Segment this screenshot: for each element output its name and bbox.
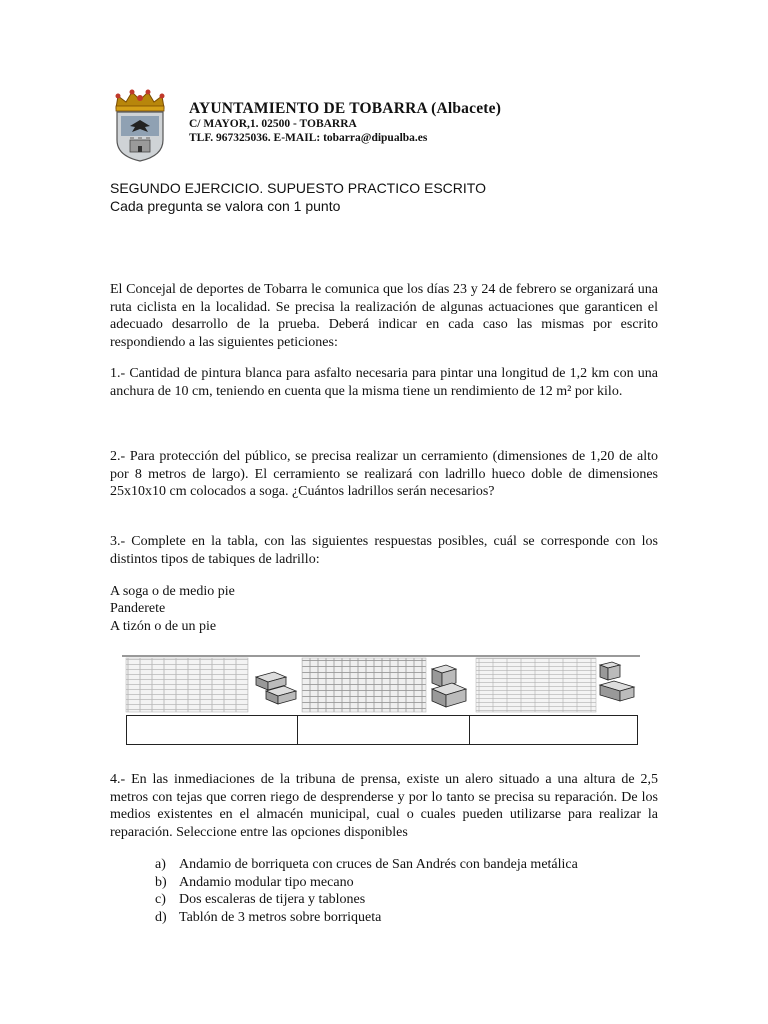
q3-option-2: Panderete: [110, 601, 166, 616]
q4-option-c: c) Dos escaleras de tijera y tablones: [155, 892, 366, 907]
answer-cell-3[interactable]: [470, 716, 637, 744]
organization-name: AYUNTAMIENTO DE TOBARRA (Albacete): [189, 100, 502, 117]
brick-wall-type-2-image: [298, 655, 472, 714]
answer-cell-1[interactable]: [127, 716, 298, 744]
q4-options-list: [155, 856, 578, 926]
q3-option-3: A tizón o de un pie: [110, 619, 217, 634]
brick-wall-type-3-image: [472, 655, 640, 714]
municipal-coat-of-arms-icon: [108, 86, 172, 162]
exercise-title: SEGUNDO EJERCICIO. SUPUESTO PRACTICO ESCRITO: [110, 180, 486, 196]
organization-address: C/ MAYOR,1. 02500 - TOBARRA: [189, 118, 357, 130]
wall-answers-row: [126, 715, 638, 745]
question-3: 3.- Complete en la tabla, con las siguientes respuestas posibles, cuál se corresponde con los distintos tipos de tabiques de ladrillo:: [110, 534, 658, 567]
q4-option-d: d) Tablón de 3 metros sobre borriqueta: [155, 909, 382, 925]
question-1: 1.- Cantidad de pintura blanca para asfalto necesaria para pintar una longitud de 1,2 km con una anchura de 10 cm, teniendo en cuenta que la misma tiene un rendimiento de 12 m² por kilo.: [110, 366, 658, 399]
intro-paragraph: El Concejal de deportes de Tobarra le comunica que los días 23 y 24 de febrero se organizará una ruta ciclista en la localidad. Se precisa la realización de algunas actuaciones que garanticen el adecuado desarrollo de la prueba. Deberá indicar en cada caso las mismas por escrito respondiendo a las siguientes peticiones:: [110, 282, 658, 350]
organization-contact: TLF. 967325036. E-MAIL: tobarra@dipualba.es: [189, 132, 428, 144]
exercise-subtitle: Cada pregunta se valora con 1 punto: [110, 198, 341, 214]
answer-cell-2[interactable]: [298, 716, 470, 744]
question-2: 2.- Para protección del público, se precisa realizar un cerramiento (dimensiones de 1,20 de alto por 8 metros de largo). El cerramiento se realizará con ladrillo hueco doble de dimensiones 25x10x10 cm colocados a soga. ¿Cuántos ladrillos serán necesarios?: [110, 449, 658, 499]
wall-types-table: [122, 655, 640, 747]
q4-option-b: b) Andamio modular tipo mecano: [155, 874, 354, 890]
q4-option-a: a) Andamio de borriqueta con cruces de San Andrés con bandeja metálica: [155, 857, 578, 872]
q3-option-1: A soga o de medio pie: [110, 584, 235, 599]
question-4: 4.- En las inmediaciones de la tribuna de prensa, existe un alero situado a una altura de 2,5 metros con tejas que corren riego de desprenderse y por lo tanto se precisa su reparación. De los medios existentes en el almacén municipal, cual o cuales pueden utilizarse para realizar la reparación. Seleccione entre las opciones disponibles: [110, 772, 658, 840]
brick-wall-type-1-image: [122, 655, 298, 714]
wall-images-row: [122, 655, 640, 714]
